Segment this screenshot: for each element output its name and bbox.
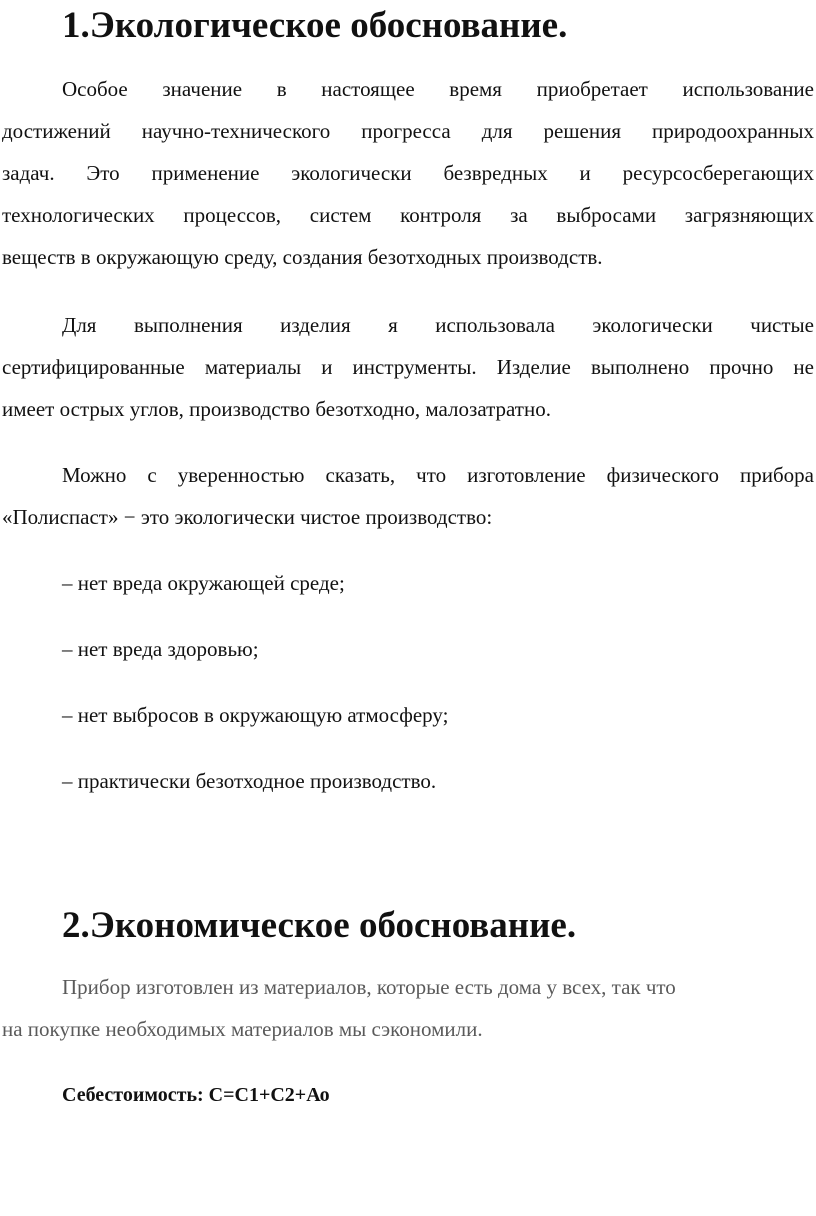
section1-paragraph-1 (2, 68, 814, 278)
paragraph-line: «Полиспаст» − это экологически чистое производство: (2, 505, 493, 529)
section1-paragraph-3 (2, 454, 814, 538)
section2-heading: 2.Экономическое обоснование. (62, 905, 577, 946)
paragraph-line: имеет острых углов, производство безотходно, малозатратно. (2, 397, 551, 421)
paragraph-line: Особое значение в настоящее время приобретает использование (62, 77, 814, 101)
bullet-item: – практически безотходное производство. (62, 769, 437, 793)
paragraph-line: сертифицированные материалы и инструменты. Изделие выполнено прочно не (2, 355, 814, 379)
section2-paragraph (2, 966, 814, 1050)
cost-formula: Себестоимость: С=С1+С2+Ао (62, 1084, 330, 1106)
paragraph-line: веществ в окружающую среду, создания безотходных производств. (2, 245, 603, 269)
paragraph-line: достижений научно-технического прогресса для решения природоохранных (2, 119, 814, 143)
section1-heading: 1.Экологическое обоснование. (62, 5, 568, 46)
section1-paragraph-2 (2, 304, 814, 430)
bullet-item: – нет вреда окружающей среде; (62, 571, 345, 595)
paragraph-line: задач. Это применение экологически безвредных и ресурсосберегающих (2, 161, 814, 185)
paragraph-line: Прибор изготовлен из материалов, которые есть дома у всех, так что (62, 975, 676, 999)
paragraph-line: Можно с уверенностью сказать, что изготовление физического прибора (62, 463, 814, 487)
paragraph-line: Для выполнения изделия я использовала экологически чистые (62, 313, 814, 337)
bullet-item: – нет вреда здоровью; (62, 637, 259, 661)
paragraph-line: на покупке необходимых материалов мы сэкономили. (2, 1017, 483, 1041)
paragraph-line: технологических процессов, систем контроля за выбросами загрязняющих (2, 203, 814, 227)
bullet-item: – нет выбросов в окружающую атмосферу; (62, 703, 449, 727)
